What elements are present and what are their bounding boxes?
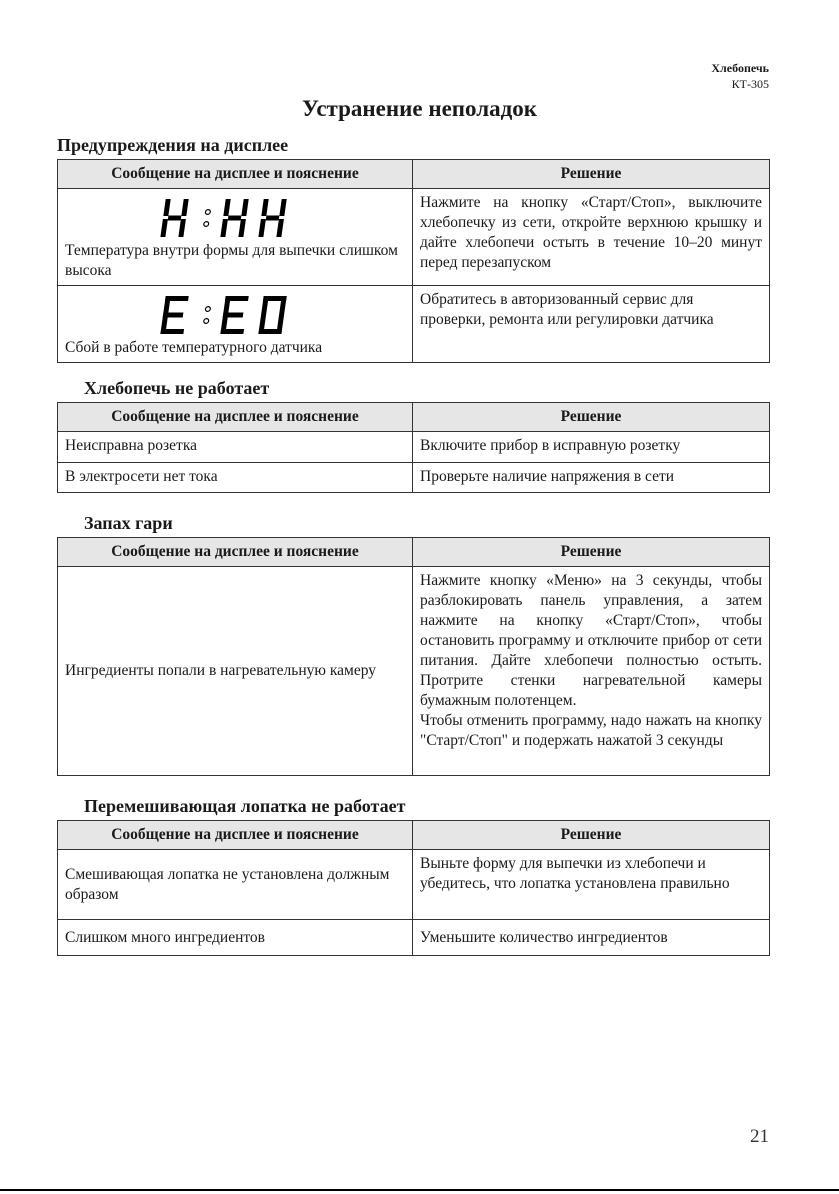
section-title-paddle-not-working: Перемешивающая лопатка не работает (84, 796, 406, 816)
message-text: Сбой в работе температурного датчика (65, 339, 323, 356)
not-working-table (57, 402, 770, 493)
paddle-table (57, 820, 770, 956)
message-cell: В электросети нет тока (58, 463, 413, 493)
column-header-solution: Решение (413, 160, 770, 189)
page-title: Устранение неполадок (301, 96, 538, 121)
section-title-not-working: Хлебопечь не работает (84, 378, 270, 398)
column-header-solution: Решение (413, 403, 770, 432)
table-header-row (58, 821, 770, 850)
solution-cell: Обратитесь в авторизованный сервис для проверки, ремонта или регулировки датчика (413, 286, 770, 363)
section-title-display-warnings: Предупреждения на дисплее (57, 135, 289, 155)
message-cell (58, 286, 413, 363)
table-row (58, 286, 770, 363)
column-header-message: Сообщение на дисплее и пояснение (58, 403, 413, 432)
solution-cell (413, 567, 770, 776)
column-header-solution: Решение (413, 538, 770, 567)
message-text: Температура внутри формы для выпечки слишком высока (65, 242, 398, 279)
table-header-row (58, 160, 770, 189)
burning-smell-table (57, 537, 770, 776)
solution-cell: Включите прибор в исправную розетку (413, 432, 770, 463)
solution-cell: Проверьте наличие напряжения в сети (413, 463, 770, 493)
message-cell: Слишком много ингредиентов (58, 920, 413, 956)
column-header-solution: Решение (413, 821, 770, 850)
table-row (58, 189, 770, 286)
table-row (58, 432, 770, 463)
solution-extra-text: Чтобы отменить программу, надо нажать на кнопку "Старт/Стоп" и подержать нажатой 3 секунды (420, 712, 762, 749)
message-cell: Смешивающая лопатка не установлена должным образом (58, 850, 413, 920)
section-title-burning-smell: Запах гари (84, 513, 173, 533)
product-name: Хлебопечь (711, 61, 769, 75)
display-code-h-hh (160, 197, 310, 239)
model-number: КТ-305 (731, 77, 769, 91)
display-warnings-table (57, 159, 770, 363)
bottom-rule (0, 1189, 839, 1191)
table-header-row (58, 403, 770, 432)
solution-cell: Выньте форму для выпечки из хлебопечи и убедитесь, что лопатка установлена правильно (413, 850, 770, 920)
solution-cell: Уменьшите количество ингредиентов (413, 920, 770, 956)
table-header-row (58, 538, 770, 567)
message-cell: Неисправна розетка (58, 432, 413, 463)
table-row (58, 463, 770, 493)
table-row (58, 920, 770, 956)
page-number: 21 (750, 1126, 769, 1147)
solution-text: Нажмите кнопку «Меню» на 3 секунды, чтобы разблокировать панель управления, а затем нажмите на кнопку «Старт/Стоп», чтобы остановить программу и отключите прибор от сети питания. Дайте хлебопечи полностью остыть. Протрите стенки нагревательной камеры бумажным полотенцем. (420, 572, 762, 709)
message-cell: Ингредиенты попали в нагревательную камеру (58, 567, 413, 776)
column-header-message: Сообщение на дисплее и пояснение (58, 821, 413, 850)
table-row (58, 567, 770, 776)
display-code-e-e0 (160, 294, 310, 336)
page-header (711, 60, 769, 92)
table-row (58, 850, 770, 920)
solution-cell: Нажмите на кнопку «Старт/Стоп», выключите хлебопечку из сети, откройте верхнюю крышку и дайте хлебопечи остыть в течение 10–20 минут перед перезапуском (413, 189, 770, 286)
column-header-message: Сообщение на дисплее и пояснение (58, 538, 413, 567)
message-cell (58, 189, 413, 286)
column-header-message: Сообщение на дисплее и пояснение (58, 160, 413, 189)
